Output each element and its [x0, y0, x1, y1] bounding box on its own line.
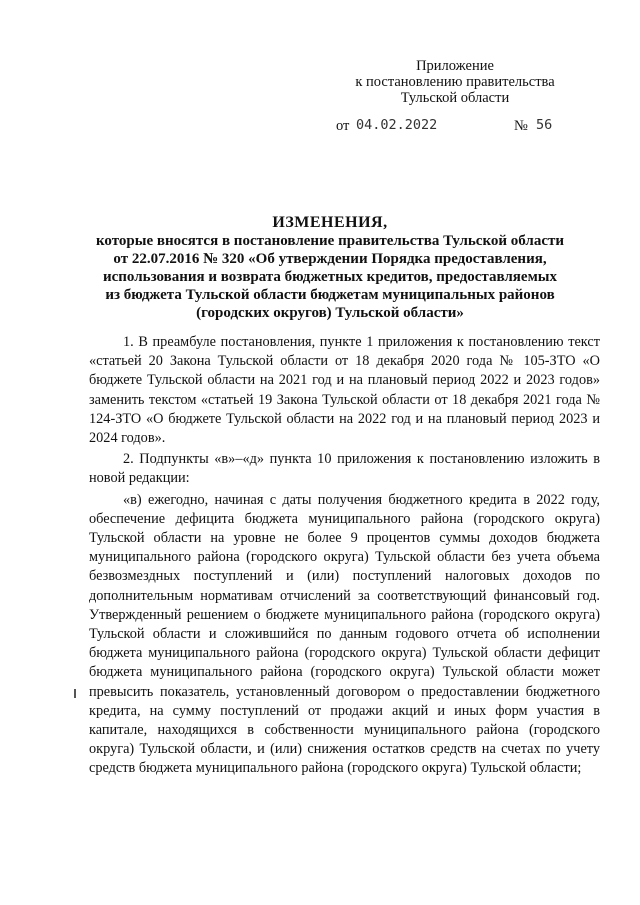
appendix-block [330, 58, 580, 106]
title-line-1: которые вносятся в постановление правительства Тульской области [95, 233, 565, 249]
margin-mark [74, 689, 76, 698]
title-heading: ИЗМЕНЕНИЯ, [272, 214, 388, 231]
document-body [89, 333, 600, 779]
paragraph-2: 2. Подпункты «в»–«д» пункта 10 приложения к постановлению изложить в новой редакции: [89, 451, 600, 487]
number-sign: № [514, 118, 528, 134]
document-number: 56 [536, 117, 553, 133]
appendix-line-2: к постановлению правительства [355, 74, 555, 90]
document-title [80, 214, 580, 322]
title-line-2: от 22.07.2016 № 320 «Об утверждении Порядка предоставления, [113, 251, 547, 267]
appendix-line-3: Тульской области [400, 90, 510, 106]
paragraph-1: 1. В преамбуле постановления, пункте 1 приложения к постановлению текст «статьей 20 Закона Тульской области от 18 декабря 2020 года № 105-ЗТО «О бюджете Тульской области на 2021 год и на плановый период 2022 и 2023 годов» заменить текстом «статьей 19 Закона Тульской области от 18 декабря 2021 года № 124-ЗТО «О бюджете Тульской области на 2022 год и на плановый период 2023 и 2024 годов». [89, 334, 600, 447]
document-reference [336, 118, 566, 136]
title-line-5: (городских округов) Тульской области» [196, 305, 464, 321]
document-date: 04.02.2022 [356, 117, 438, 133]
paragraph-3: «в) ежегодно, начиная с даты получения бюджетного кредита в 2022 году, обеспечение дефицита бюджета муниципального района (городского округа) Тульской области на уровне не более 9 процентов суммы доходов бюджета муниципального района (городского округа) Тульской области без учета объема безвозмездных поступлений и (или) поступлений налоговых доходов по дополнительным нормативам отчислений за соответствующий финансовый год. Утвержденный решением о бюджете муниципального района (городского округа) Тульской области и сложившийся по данным годового отчета об исполнении бюджета муниципального района (городского округа) Тульской области дефицит бюджета муниципального района (городского округа) Тульской области может превысить показатель, установленный договором о предоставлении бюджетного кредита, на сумму поступлений от продажи акций и иных форм участия в капитале, находящихся в собственности муниципального района (городского округа) Тульской области, и (или) снижения остатков средств на счетах по учету средств бюджета муниципального района (городского округа) Тульской области; [89, 491, 600, 777]
appendix-line-1: Приложение [416, 58, 494, 74]
title-line-4: из бюджета Тульской области бюджетам муниципальных районов [105, 287, 555, 303]
date-prefix: от [336, 118, 350, 134]
title-line-3: использования и возврата бюджетных кредитов, предоставляемых [102, 269, 558, 285]
